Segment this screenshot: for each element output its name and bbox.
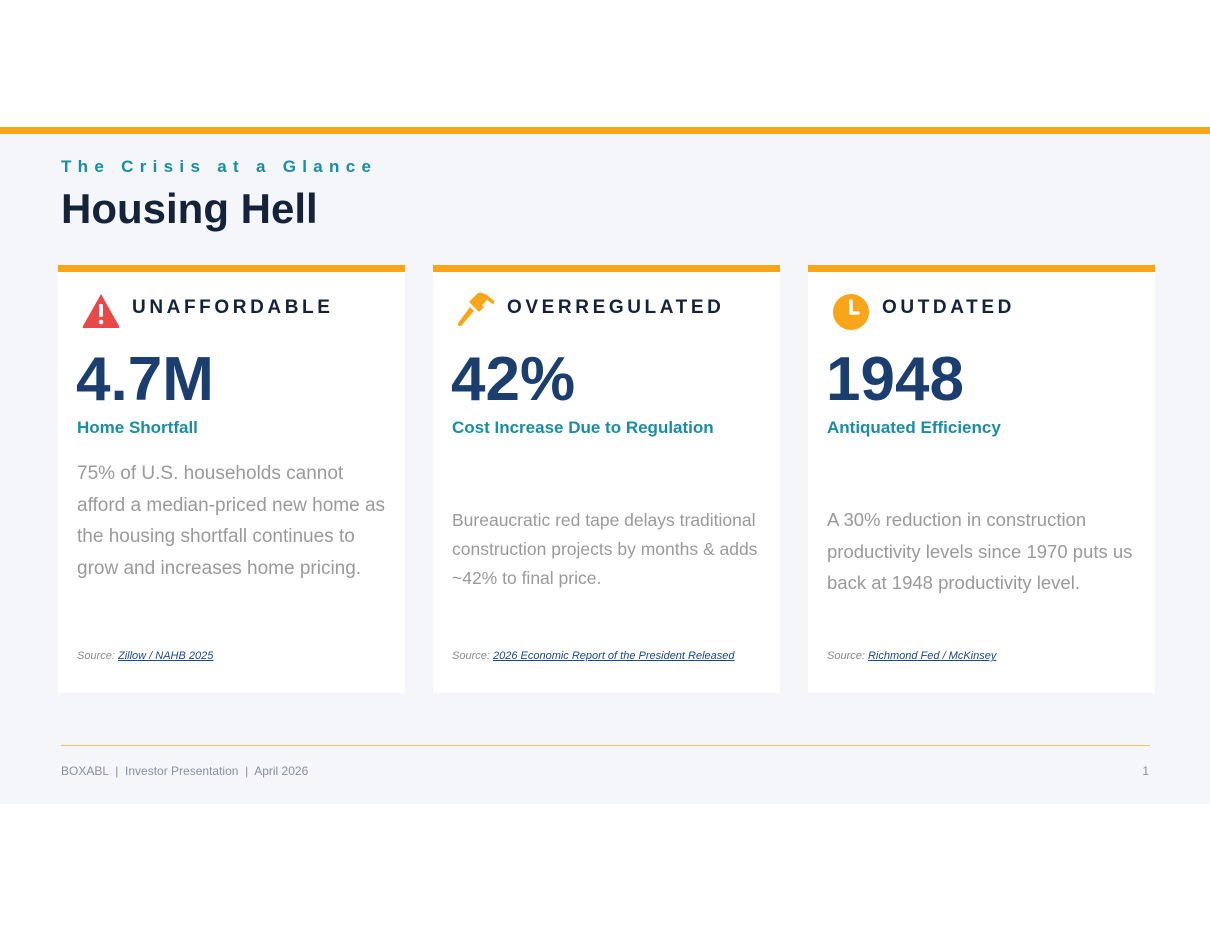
source-prefix: Source: — [77, 650, 115, 662]
card-outdated — [808, 265, 1155, 693]
top-accent-rule — [0, 127, 1210, 134]
card-body: 75% of U.S. households cannot afford a median-priced new home as the housing shortfall continues to grow and increases home pricing. — [77, 463, 386, 579]
source-prefix: Source: — [452, 650, 490, 662]
card-unaffordable — [58, 265, 405, 693]
slide — [0, 127, 1210, 804]
footer-divider — [61, 745, 1150, 746]
clock-icon — [831, 291, 871, 331]
card-source — [827, 650, 996, 662]
card-subtitle: Cost Increase Due to Regulation — [452, 418, 714, 437]
slide-eyebrow: The Crisis at a Glance — [61, 157, 378, 176]
card-source — [77, 650, 213, 662]
card-stat: 42% — [451, 345, 576, 414]
card-heading: OUTDATED — [882, 297, 1015, 318]
card-source — [452, 650, 735, 662]
card-heading: OVERREGULATED — [507, 297, 725, 318]
card-stat: 1948 — [826, 345, 964, 414]
footer-text: BOXABL | Investor Presentation | April 2026 — [61, 764, 309, 778]
page-number: 1 — [1142, 764, 1149, 778]
source-link[interactable]: 2026 Economic Report of the President Released — [492, 650, 735, 662]
card-body: Bureaucratic red tape delays traditional construction projects by months & adds ~42% to final price. — [452, 510, 758, 588]
source-link[interactable]: Richmond Fed / McKinsey — [867, 650, 997, 662]
warning-triangle-icon — [81, 291, 121, 331]
hammer-icon — [456, 291, 496, 331]
source-prefix: Source: — [827, 650, 865, 662]
card-body: A 30% reduction in construction productivity levels since 1970 puts us back at 1948 productivity level. — [827, 509, 1133, 593]
slide-title: Housing Hell — [61, 185, 318, 232]
card-subtitle: Antiquated Efficiency — [827, 418, 1001, 437]
card-stat: 4.7M — [76, 345, 214, 414]
source-link[interactable]: Zillow / NAHB 2025 — [117, 650, 214, 662]
card-overregulated — [433, 265, 780, 693]
card-subtitle: Home Shortfall — [77, 418, 198, 437]
card-heading: UNAFFORDABLE — [132, 297, 334, 318]
